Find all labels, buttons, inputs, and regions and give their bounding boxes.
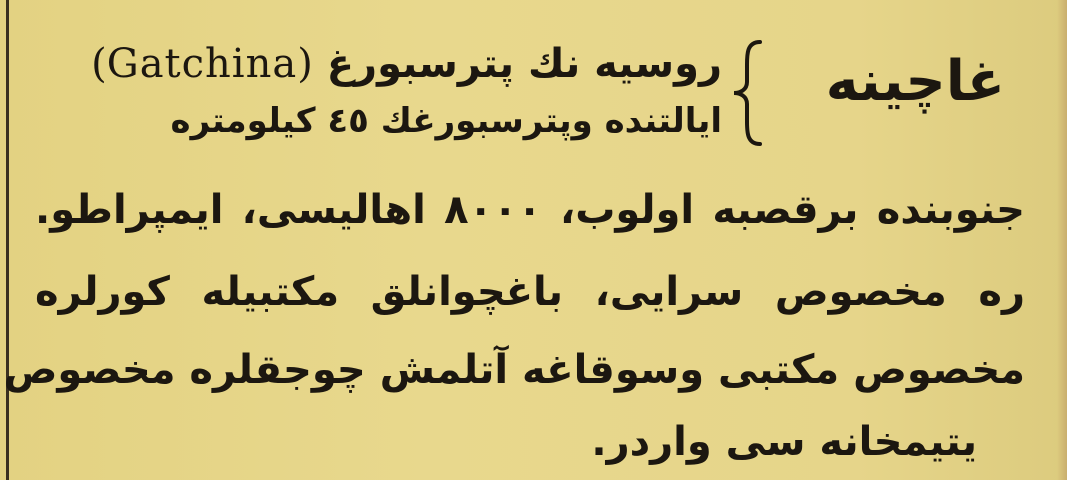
page-edge-shadow xyxy=(1057,0,1067,480)
curly-brace-icon xyxy=(730,38,764,148)
header-latin-name: (Gatchina) xyxy=(91,41,313,87)
body-line-2: ره مخصوص سرايى، باغچوانلق مكتبيله كورلره xyxy=(35,269,1025,315)
body-line-3: مخصوص مكتبى وسوقاغه آتلمش چوجقلره مخصوص xyxy=(3,347,1025,393)
entry-header-line-1 xyxy=(42,36,722,92)
left-column-rule xyxy=(6,0,9,480)
entry-header-line-2: ايالتنده وپترسبورغك ٤٥ كيلومتره xyxy=(170,101,722,141)
body-line-1: جنوبنده برقصبه اولوب، ٨٠٠٠ اهاليسى، ايمپراطو. xyxy=(35,187,1026,233)
header-arabic-text: روسيه نك پترسبورغ xyxy=(326,41,722,87)
entry-headword: غاچينه xyxy=(825,49,1005,114)
body-line-4: يتيمخانه سى واردر. xyxy=(591,419,977,465)
